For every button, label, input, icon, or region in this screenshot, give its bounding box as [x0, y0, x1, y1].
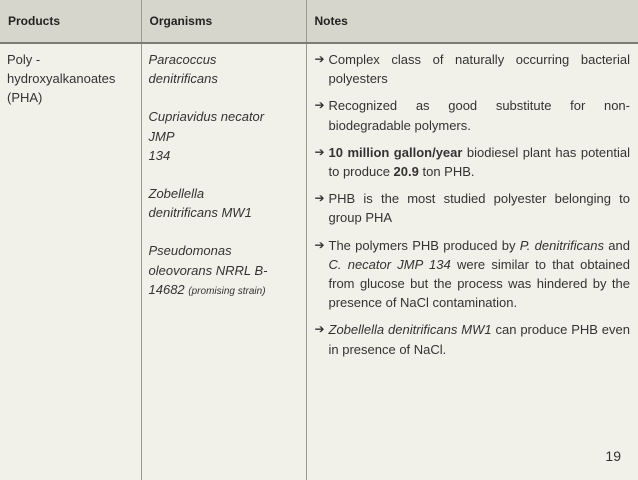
- organism-line: [149, 280, 300, 301]
- note-item: [315, 189, 631, 227]
- product-line: (PHA): [7, 90, 43, 106]
- note-part: were similar to that obtained from glucose but the process was hindered by the presence of NaCl contamination.: [328, 256, 631, 311]
- organism-line: 134: [148, 147, 171, 163]
- organism-line: denitrificans: [148, 71, 218, 87]
- note-item: [315, 96, 631, 134]
- note-item: [315, 320, 631, 358]
- note-italic: Zobellella denitrificans MW1: [328, 322, 492, 338]
- product-line: Poly -: [7, 52, 41, 67]
- organisms-cell: [141, 43, 306, 480]
- organism-line-text: 14682: [148, 281, 185, 297]
- note-italic: P. denitrificans: [519, 237, 605, 253]
- organism-line: oleovorans NRRL B-: [148, 262, 268, 278]
- note-part: biodiesel plant has potential to produce: [328, 144, 630, 180]
- note-text: [329, 236, 631, 313]
- right-arrow-icon: ➔: [314, 322, 325, 337]
- organism-line: Pseudomonas: [148, 243, 232, 259]
- page-number: 19: [605, 448, 621, 464]
- organism-entry: [149, 50, 300, 88]
- organism-line: Zobellella: [148, 186, 205, 202]
- organism-line: denitrificans MW1: [148, 205, 252, 221]
- note-part: can produce PHB even in presence of NaCl.: [328, 322, 630, 357]
- organism-entry: [149, 241, 300, 301]
- right-arrow-icon: ➔: [314, 191, 325, 206]
- note-item: [315, 143, 631, 181]
- note-part: The polymers PHB produced by: [328, 237, 520, 253]
- organism-entry: [149, 107, 300, 165]
- note-item: [315, 236, 631, 313]
- note-italic: C. necator JMP 134: [328, 256, 451, 272]
- note-text: [329, 143, 631, 181]
- organism-line: Paracoccus: [148, 52, 217, 67]
- note-text: [329, 320, 631, 358]
- note-part: and: [604, 237, 630, 253]
- organism-line: Cupriavidus necator: [148, 109, 265, 125]
- note-part: ton PHB.: [418, 164, 475, 180]
- organism-entry: [149, 184, 300, 222]
- organism-line: JMP: [148, 128, 175, 144]
- organism-note: (promising strain): [188, 285, 266, 297]
- right-arrow-icon: ➔: [314, 98, 325, 113]
- right-arrow-icon: ➔: [314, 144, 325, 159]
- product-line: hydroxyalkanoates: [7, 71, 116, 87]
- right-arrow-icon: ➔: [314, 237, 325, 252]
- note-item: [315, 50, 631, 88]
- header-products: Products: [0, 0, 141, 43]
- note-text: Recognized as good substitute for non-biodegradable polymers.: [328, 98, 630, 133]
- header-row: [0, 0, 638, 43]
- header-notes: Notes: [306, 0, 638, 43]
- note-bold: 10 million gallon/year: [328, 144, 463, 160]
- right-arrow-icon: ➔: [314, 52, 325, 66]
- table-row: [0, 43, 638, 480]
- header-organisms: Organisms: [141, 0, 306, 43]
- product-cell: [0, 43, 141, 480]
- note-text: Complex class of naturally occurring bacterial polyesters: [328, 52, 630, 87]
- note-text: PHB is the most studied polyester belonging to group PHA: [328, 191, 630, 226]
- notes-cell: [306, 43, 638, 480]
- note-bold: 20.9: [393, 164, 419, 180]
